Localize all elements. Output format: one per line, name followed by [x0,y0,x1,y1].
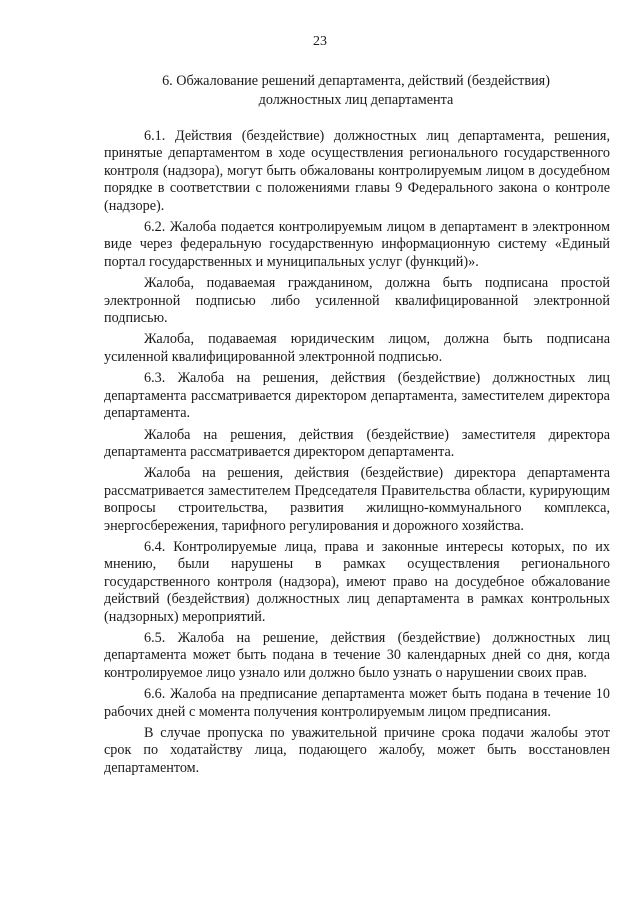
paragraph-6-6: 6.6. Жалоба на предписание департамента может быть подана в течение 10 рабочих дней с момента получения контролируемым лицом предписания. [104,686,610,720]
paragraph-6-5: 6.5. Жалоба на решение, действия (бездействие) должностных лиц департамента может быть подана в течение 30 календарных дней со дня, когда контролируемое лицо узнало или должно было узнать о нарушении своих прав. [104,629,610,681]
paragraph-deadline-restoration: В случае пропуска по уважительной причине срока подачи жалобы этот срок по ходатайству лица, подающего жалобу, может быть восстановлен департаментом. [104,725,610,776]
paragraph-citizen-signature: Жалоба, подаваемая гражданином, должна быть подписана простой электронной подписью либо усиленной квалифицированной электронной подписью. [104,275,610,327]
paragraph-6-1: 6.1. Действия (бездействие) должностных лиц департамента, решения, принятые департаментом в ходе осуществления регионального государственного контроля (надзора), могут быть обжалованы контролируемым лицом в досудебном порядке в соответствии с положениями главы 9 Федерального закона о контроле (надзоре). [104,128,610,214]
paragraph-6-4: 6.4. Контролируемые лица, права и законные интересы которых, по их мнению, были нарушены в рамках осуществления регионального государственного контроля (надзора), имеют право на досудебное обжалование действий (бездействия) должностных лиц департамента в рамках контрольных (надзорных) мероприятий. [104,538,610,625]
section-title-line-2: должностных лиц департамента [258,92,454,108]
paragraph-6-3: 6.3. Жалоба на решения, действия (бездействие) должностных лиц департамента рассматривается директором департамента, заместителем директора департамента. [104,370,610,422]
page-number: 23 [313,34,327,49]
paragraph-legal-entity-signature: Жалоба, подаваемая юридическим лицом, должна быть подписана усиленной квалифицированной электронной подписью. [104,331,610,365]
paragraph-6-2: 6.2. Жалоба подается контролируемым лицом в департамент в электронном виде через федеральную государственную информационную систему «Единый портал государственных и муниципальных услуг (функций)». [104,219,610,270]
paragraph-director-complaint: Жалоба на решения, действия (бездействие) директора департамента рассматривается заместителем Председателя Правительства области, курирующим вопросы строительства, развития жилищно-коммунального комплекса, энергосбережения, тарифного регулирования и дорожного хозяйства. [104,465,610,534]
paragraph-deputy-director-complaint: Жалоба на решения, действия (бездействие) заместителя директора департамента рассматривается директором департамента. [104,426,610,460]
section-title-line-1: 6. Обжалование решений департамента, действий (бездействия) [162,73,550,89]
section-title [96,72,616,110]
document-body [104,128,610,781]
